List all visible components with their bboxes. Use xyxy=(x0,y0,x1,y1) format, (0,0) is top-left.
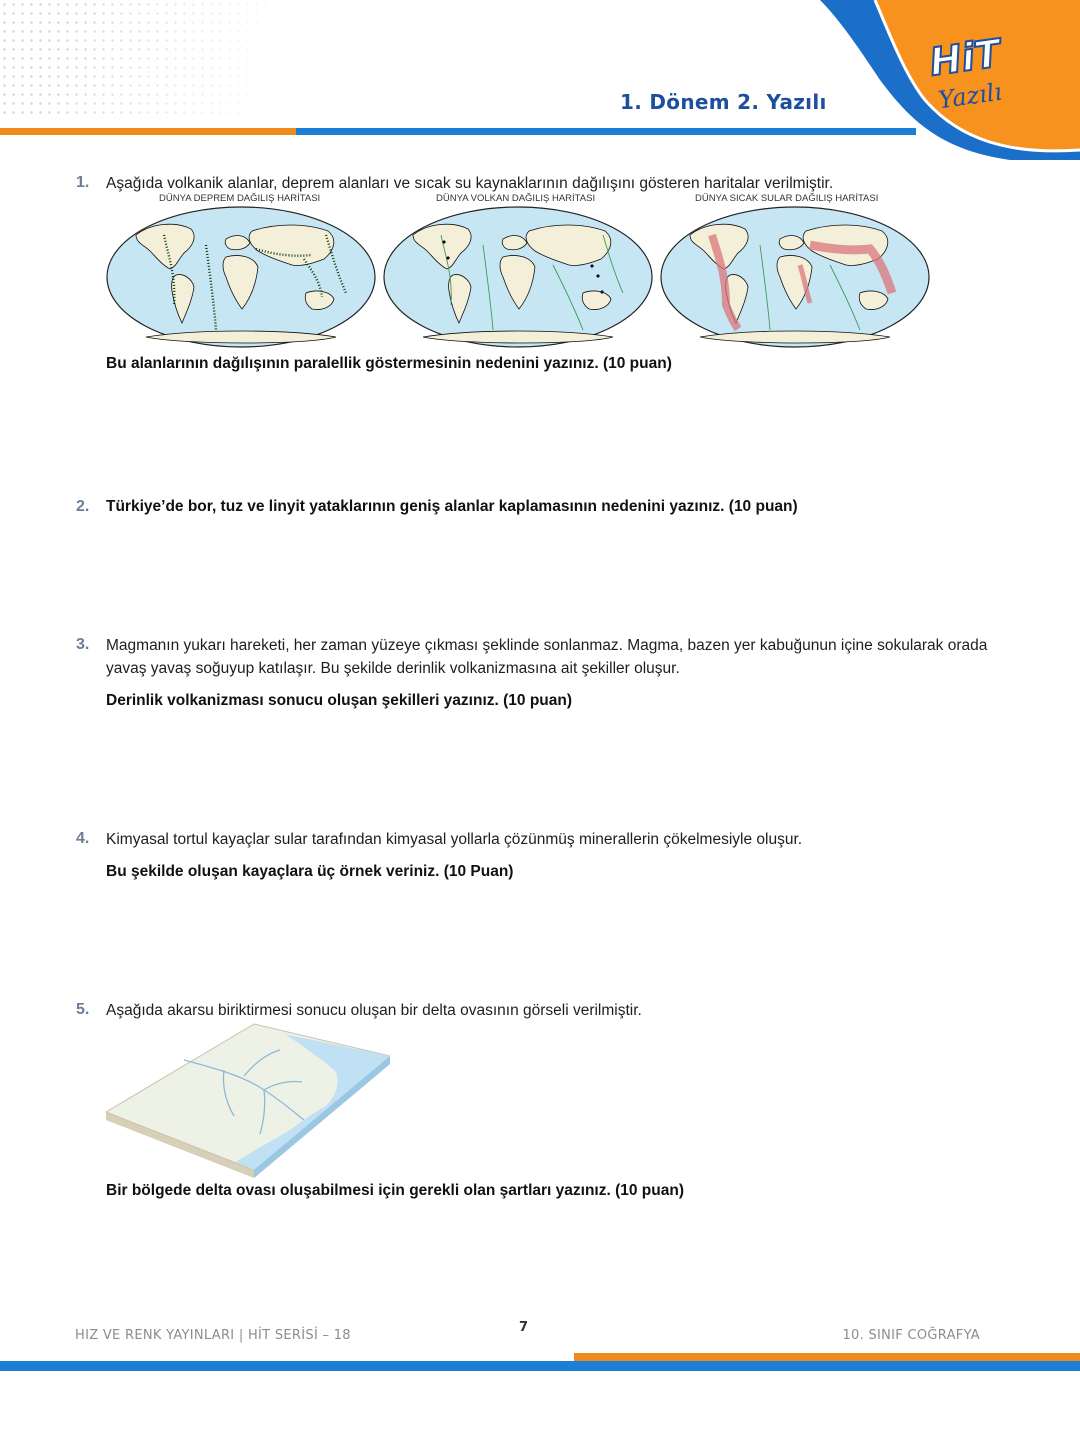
hotsprings-map xyxy=(661,207,929,347)
question-2-prompt: Türkiye’de bor, tuz ve linyit yataklarının geniş alanlar kaplamasının nedenini yazınız. (10 puan) xyxy=(106,498,798,515)
volcano-map xyxy=(384,207,652,347)
question-4-text: Kimyasal tortul kayaçlar sular tarafından kimyasal yollarla çözünmüş minerallerin çökelmesiyle oluşur. xyxy=(106,831,803,848)
footer-publisher: HIZ VE RENK YAYINLARI | HİT SERİSİ – 18 xyxy=(75,1328,351,1343)
footer-subject: 10. SINIF COĞRAFYA xyxy=(842,1328,980,1343)
question-1-number: 1. xyxy=(76,174,90,191)
world-maps xyxy=(104,193,934,353)
earthquake-map xyxy=(107,207,375,347)
question-5-number: 5. xyxy=(76,1001,90,1018)
page-title: 1. Dönem 2. Yazılı xyxy=(620,90,827,114)
question-2-number: 2. xyxy=(76,498,90,515)
corner-logo-banner xyxy=(820,0,1080,160)
dot-pattern-fade xyxy=(0,0,300,120)
question-1-text: Aşağıda volkanik alanlar, deprem alanları ve sıcak su kaynaklarının dağılışını gösteren haritalar verilmiştir. xyxy=(106,175,834,192)
question-5-text: Aşağıda akarsu biriktirmesi sonucu oluşan bir delta ovasının görseli verilmiştir. xyxy=(106,1002,642,1019)
map-title-hotsprings: DÜNYA SICAK SULAR DAĞILIŞ HARİTASI xyxy=(695,193,879,204)
question-5-prompt: Bir bölgede delta ovası oluşabilmesi için gerekli olan şartları yazınız. (10 puan) xyxy=(106,1182,684,1199)
logo-hit-text: HiT xyxy=(926,30,1004,85)
map-title-volcano: DÜNYA VOLKAN DAĞILIŞ HARİTASI xyxy=(436,193,596,204)
map-title-earthquake: DÜNYA DEPREM DAĞILIŞ HARİTASI xyxy=(159,193,321,204)
question-4-prompt: Bu şekilde oluşan kayaçlara üç örnek veriniz. (10 Puan) xyxy=(106,863,514,880)
question-1-prompt: Bu alanlarının dağılışının paralellik göstermesinin nedenini yazınız. (10 puan) xyxy=(106,355,672,372)
header-line-orange xyxy=(0,128,300,135)
question-3-number: 3. xyxy=(76,636,90,653)
question-3-prompt: Derinlik volkanizması sonucu oluşan şekilleri yazınız. (10 puan) xyxy=(106,692,573,709)
header-line-blue xyxy=(296,128,916,135)
page-number: 7 xyxy=(519,1320,529,1335)
delta-plain-illustration xyxy=(104,1020,394,1180)
question-3-text: Magmanın yukarı hareketi, her zaman yüzeye çıkması şeklinde sonlanmaz. Magma, bazen yer kabuğunun içine sokularak orada yavaş yavaş soğuyup katılaşır. Bu şekilde derinlik volkanizmasına ait şekiller oluşur. xyxy=(106,637,988,677)
logo-yazili-text: Yazılı xyxy=(936,77,1004,115)
footer-line-blue xyxy=(0,1361,1080,1371)
question-4-number: 4. xyxy=(76,830,90,847)
